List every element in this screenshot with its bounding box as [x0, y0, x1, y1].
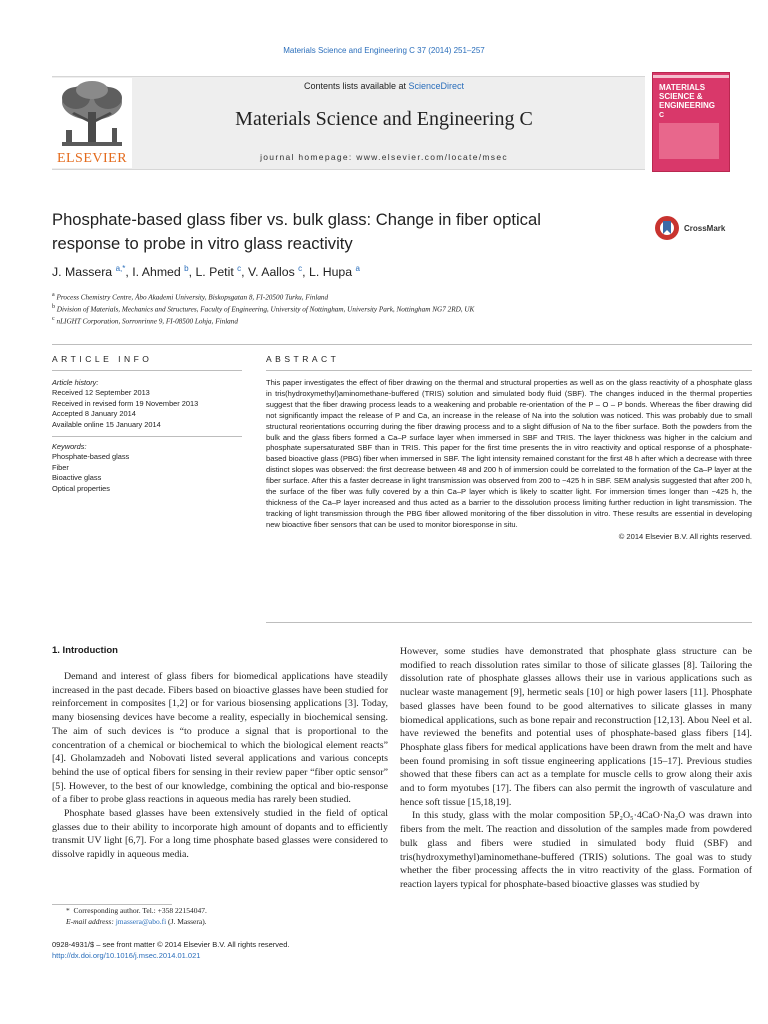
keyword: Optical properties	[52, 483, 110, 493]
cover-line-3: ENGINEERING	[659, 101, 716, 110]
sciencedirect-link[interactable]: ScienceDirect	[408, 81, 465, 91]
abstract-text: This paper investigates the effect of fiber drawing on the thermal and structural properties as well as on the glass reactivity of a phosphate glass in tris(hydroxymethyl)aminomethane-buffered (TRIS) solution and simulated body fluid (SBF). The changes induced in the thermal properties suggest that the fiber drawing process leads to a weakening and probable re-orientation of the P – O – P bonds. Whereas the fiber drawing did not significantly impact the release of P and Ca, an increase in the release of Na into the solution was noticed. This was probably due to small structural reorientations occurring during the fiber drawing process and to a slight diffusion of Na to the fiber surface. Both the powders from the bulk and the glass fibers formed a Ca–P surface layer when immersed in SBF and TRIS. The layer thickness was higher in the calcium and phosphate supersaturated SBF than in TRIS. This paper for the first time presents the in vitro reactivity and optical response of a phosphate-based bioactive glass (PBG) fiber when immersed in SBF. The light intensity remained constant for the first 48 h after which a decrease with three distinct slopes was observed: the first decrease between 48 and 200 h of immersion could be correlated to the formation of the Ca–P layer at the fiber surface. After this a faster decrease in light transmission was observed from 200 to ~425 h in SBF. SEM analysis suggested that after 200 h, the surface of the fiber was fully covered by a thin Ca–P layer which is likely to scatter light. For immersion times longer than ~425 h, the thickness of the Ca–P layer increased and thus acted as a barrier to the dissolution process limiting further reduction in light transmission. The tracking of light transmission through the PBG fiber allowed monitoring of the fiber dissolution in vitro. These results are essential in developing new bioactive fiber sensors that can be used to monitor bioresponse in situ.	[266, 378, 752, 529]
abstract-end-divider	[266, 622, 752, 623]
journal-reference[interactable]: Materials Science and Engineering C 37 (2014) 251–257	[283, 46, 485, 55]
author[interactable]: V. Aallos $^c$,	[248, 264, 310, 280]
affiliation: $^c$ nLIGHT Corporation, Sorronrinne 9, FI-08500 Lohja, Finland	[52, 316, 238, 326]
cover-stripe	[653, 75, 729, 78]
cover-image	[659, 123, 719, 159]
keywords-label: Keywords:	[52, 442, 87, 452]
author-affil-mark[interactable]: a	[355, 264, 360, 273]
abstract-divider	[266, 370, 752, 371]
email-note: E-mail address: jmassera@abo.fi (J. Massera).	[66, 916, 207, 926]
body-paragraph: However, some studies have demonstrated that phosphate glass structure can be modified to reach dissolution rates similar to those of silicate glasses [8]. Tailoring the dissolution rate of phosphate glasses allows their use in various applications such as nuclear waste management [9], hermetic seals [10] or high power lasers [11]. Phosphate based glasses have been found to be good alternatives to silicate glasses in many biomedical applications, such as bone repair and reconstruction [12,13]. Abou Neel et al. have reviewed the benefits and potential uses of phosphate-based glass fibers [14]. Phosphate glass fibers for medical applications have been drawn from the melt and have been found promising in soft tissue engineering applications [15–17]. Previous studies showed that these fibers can act as a template for muscle cells to grow along their axis and to form myotubes [17]. The fibers can also permit the ingrowth of vasculature and hence soft tissue [15,18,19].	[400, 646, 752, 808]
author-email-link[interactable]: jmassera@abo.fi	[115, 916, 167, 926]
cover-line-1: MATERIALS	[659, 83, 706, 92]
issn-block	[52, 940, 388, 961]
elsevier-tree-icon	[52, 78, 132, 152]
affiliation: $^a$ Process Chemistry Centre, Åbo Akademi University, Biskopsgatan 8, FI-20500 Turku, Finland	[52, 292, 329, 302]
author[interactable]: I. Ahmed $^b$,	[132, 264, 196, 280]
keyword: Fiber	[52, 462, 69, 472]
paper-title-line-1: Phosphate-based glass fiber vs. bulk glass: Change in fiber optical	[52, 210, 541, 229]
cover-line-4: C	[659, 112, 665, 119]
footnote-divider	[52, 904, 172, 905]
body-paragraph: Demand and interest of glass fibers for biomedical applications have steadily increased in the past decade. Fibers based on bioactive glasses have been studied for reinforcement in composites [1,2] or for various biosensing applications [3]. Today, many biosensing devices have become a reality, especially in biochemical sensing. The aim of such devices is “to produce a signal that is proportional to the concentration of a chemical or biochemical to which the biological element reacts” [4]. Gholamzadeh and Nobovati listed several applications and various concepts behind the use of optical fibers for sensing in their review paper “fiber optic sensor” [5]. However, to the best of our knowledge, combining the optical and bio-response of a fiber to probe glass reactions in aqueous media has rarely been studied.	[52, 671, 388, 806]
history-item: Received 12 September 2013	[52, 388, 150, 398]
journal-name: Materials Science and Engineering C	[235, 108, 533, 130]
journal-cover-thumbnail[interactable]	[652, 72, 730, 172]
history-item: Accepted 8 January 2014	[52, 409, 136, 419]
contents-prefix: Contents lists available at	[303, 81, 409, 91]
body-paragraph: In this study, glass with the molar composition 5P₂O₅·4CaO·Na₂O was drawn into fibers from the melt. The reaction and dissolution of the samples made from powdered bulk glass and fibers were studied in simulated body fluid (SBF) and tris(hydroxymethyl)aminomethane-buffered (TRIS) solutions. The goal was to study whether the fiber processing affects the in vitro reactivity of the glass. Formation of reaction layers typical for phosphate-based bioactive glasses was studied by	[400, 810, 752, 890]
elsevier-wordmark: ELSEVIER	[56, 151, 128, 166]
author-list	[52, 264, 712, 279]
elsevier-logo[interactable]	[52, 78, 132, 168]
body-column-right	[400, 645, 752, 892]
article-info-divider	[52, 370, 242, 371]
history-item: Available online 15 January 2014	[52, 419, 161, 429]
abstract-heading: ABSTRACT	[266, 354, 340, 364]
corresponding-author-note: * Corresponding author. Tel.: +358 22154047.	[66, 906, 207, 915]
abstract-copyright: © 2014 Elsevier B.V. All rights reserved.	[618, 531, 752, 541]
article-info-heading: ARTICLE INFO	[52, 354, 153, 364]
footnote-mark: *	[66, 906, 70, 915]
body-column-left	[52, 670, 388, 862]
history-item: Received in revised form 19 November 2013	[52, 398, 199, 408]
author-affil-mark[interactable]: b	[184, 264, 189, 273]
history-label: Article history:	[52, 378, 99, 387]
cover-line-2: SCIENCE &	[659, 92, 703, 101]
keywords-divider	[52, 436, 242, 437]
author-affil-mark[interactable]: c	[237, 264, 242, 273]
paper-title-line-2: response to probe in vitro glass reactivity	[52, 234, 353, 253]
body-paragraph: Phosphate based glasses have been extensively studied in the field of optical glasses due to their ability to incorporate high amount of dopants and to efficiently transmit UV light [6,7]. For a long time phosphate based glasses were considered to dissolve rapidly in aqueous media.	[52, 808, 388, 861]
author[interactable]: J. Massera $^{a,*}$,	[52, 264, 133, 280]
author-affil-mark[interactable]: a,*	[115, 264, 126, 273]
article-info	[52, 378, 242, 494]
introduction-heading: 1. Introduction	[52, 645, 118, 656]
crossmark-icon	[654, 214, 680, 244]
keyword: Phosphate-based glass	[52, 452, 130, 462]
crossmark-label: CrossMark	[684, 224, 726, 233]
keyword: Bioactive glass	[52, 473, 102, 483]
crossmark-badge[interactable]	[654, 214, 744, 244]
doi-link[interactable]: http://dx.doi.org/10.1016/j.msec.2014.01.021	[52, 950, 201, 960]
affiliation: $^b$ Division of Materials, Mechanics and Structures, Faculty of Engineering, University of Nottingham, University Park, Nottingham NG7 2RD, UK	[52, 304, 475, 314]
header-divider	[52, 344, 752, 345]
abstract-body	[266, 378, 752, 543]
footnotes	[52, 906, 388, 927]
author-affil-mark[interactable]: c	[298, 264, 303, 273]
author[interactable]: L. Hupa $^a$	[309, 264, 360, 280]
journal-homepage[interactable]: journal homepage: www.elsevier.com/locate/msec	[260, 152, 508, 162]
author[interactable]: L. Petit $^c$,	[195, 264, 249, 280]
paper-title	[52, 208, 612, 256]
issn-line: 0928-4931/$ – see front matter © 2014 Elsevier B.V. All rights reserved.	[52, 940, 290, 949]
